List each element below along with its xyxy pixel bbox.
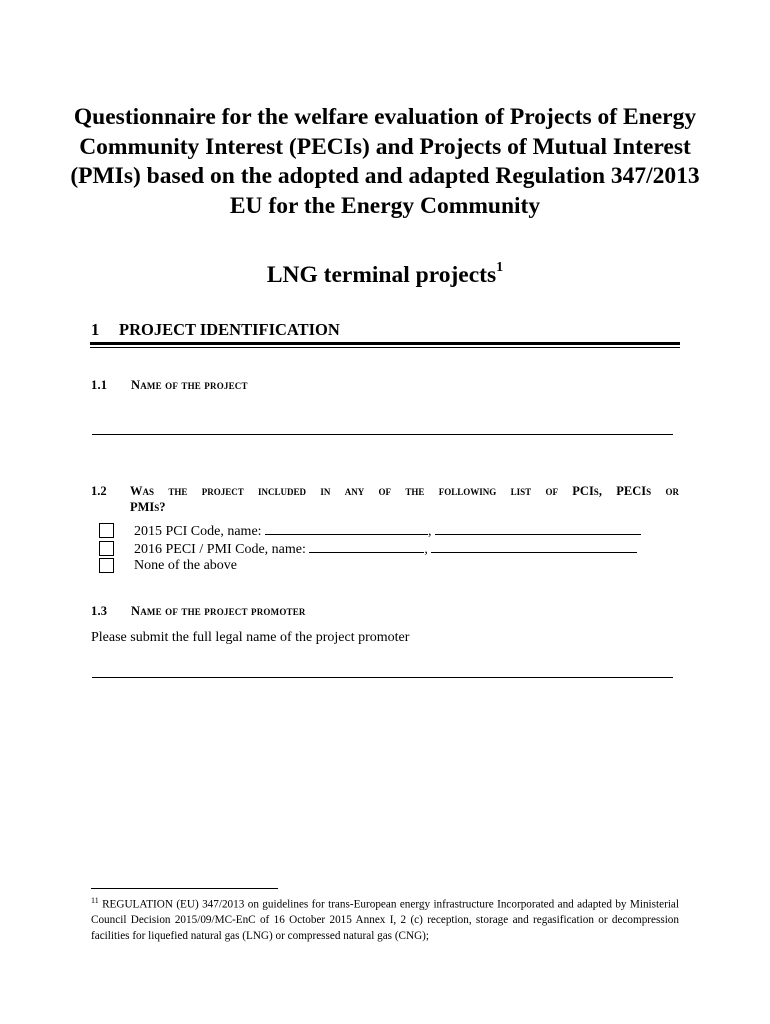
- project-promoter-answer-field[interactable]: [92, 677, 673, 678]
- option-separator: ,: [428, 524, 432, 539]
- option-checkbox[interactable]: [99, 523, 114, 538]
- question-number: 1.2: [91, 484, 107, 498]
- section-divider-thin: [90, 347, 680, 348]
- question-title: Name of the project: [131, 378, 248, 392]
- subtitle-text: LNG terminal projects: [266, 261, 497, 288]
- question-number: 1.1: [91, 378, 108, 392]
- section-divider: [90, 342, 680, 345]
- document-title: Questionnaire for the welfare evaluation of Projects of Energy Community Interest (PECIs) and Projects of Mutual Interest (PMIs) based on the adopted and adapted Regulation 347/2013 EU for the Energy Community: [70, 104, 700, 219]
- question-1-3-heading: [91, 604, 306, 619]
- question-help-text: Please submit the full legal name of the project promoter: [91, 630, 410, 645]
- question-number: 1.3: [91, 604, 108, 618]
- question-1-2-heading: [91, 483, 679, 515]
- section-title: PROJECT IDENTIFICATION: [119, 320, 340, 339]
- footnote-number: 11: [91, 896, 99, 905]
- name-blank-field[interactable]: [435, 522, 641, 535]
- section-number: 1: [91, 320, 100, 339]
- question-title-line1: Was the project included in any of the following list of PCIs, PECIs or: [130, 484, 679, 498]
- code-blank-field[interactable]: [265, 522, 428, 535]
- option-label: 2016 PECI / PMI Code, name:: [134, 541, 306, 557]
- project-name-answer-field[interactable]: [92, 434, 673, 435]
- option-checkbox[interactable]: [99, 541, 114, 556]
- code-blank-field[interactable]: [309, 540, 424, 553]
- option-label: None of the above: [134, 558, 238, 573]
- question-title: Name of the project promoter: [131, 604, 306, 618]
- question-1-1-heading: [91, 378, 248, 393]
- footnote-separator: [91, 888, 278, 889]
- option-separator: ,: [424, 541, 428, 557]
- option-label: 2015 PCI Code, name:: [134, 524, 262, 539]
- document-subtitle: [60, 255, 710, 290]
- name-blank-field[interactable]: [431, 540, 637, 553]
- footnote-text: REGULATION (EU) 347/2013 on guidelines for trans-European energy infrastructure Incorporated and adapted by Ministerial Council Decision 2015/09/MC-EnC of 16 October 2015 Annex I, 2 (c) reception, storage and regasification or decompression facilities for liquefied natural gas (LNG) or compressed natural gas (CNG);: [91, 898, 680, 942]
- footnote: [91, 893, 679, 944]
- footnote-reference[interactable]: 1: [496, 260, 504, 275]
- section-heading: [91, 320, 340, 340]
- option-checkbox[interactable]: [99, 558, 114, 573]
- question-title-line2: PMIs?: [130, 500, 166, 514]
